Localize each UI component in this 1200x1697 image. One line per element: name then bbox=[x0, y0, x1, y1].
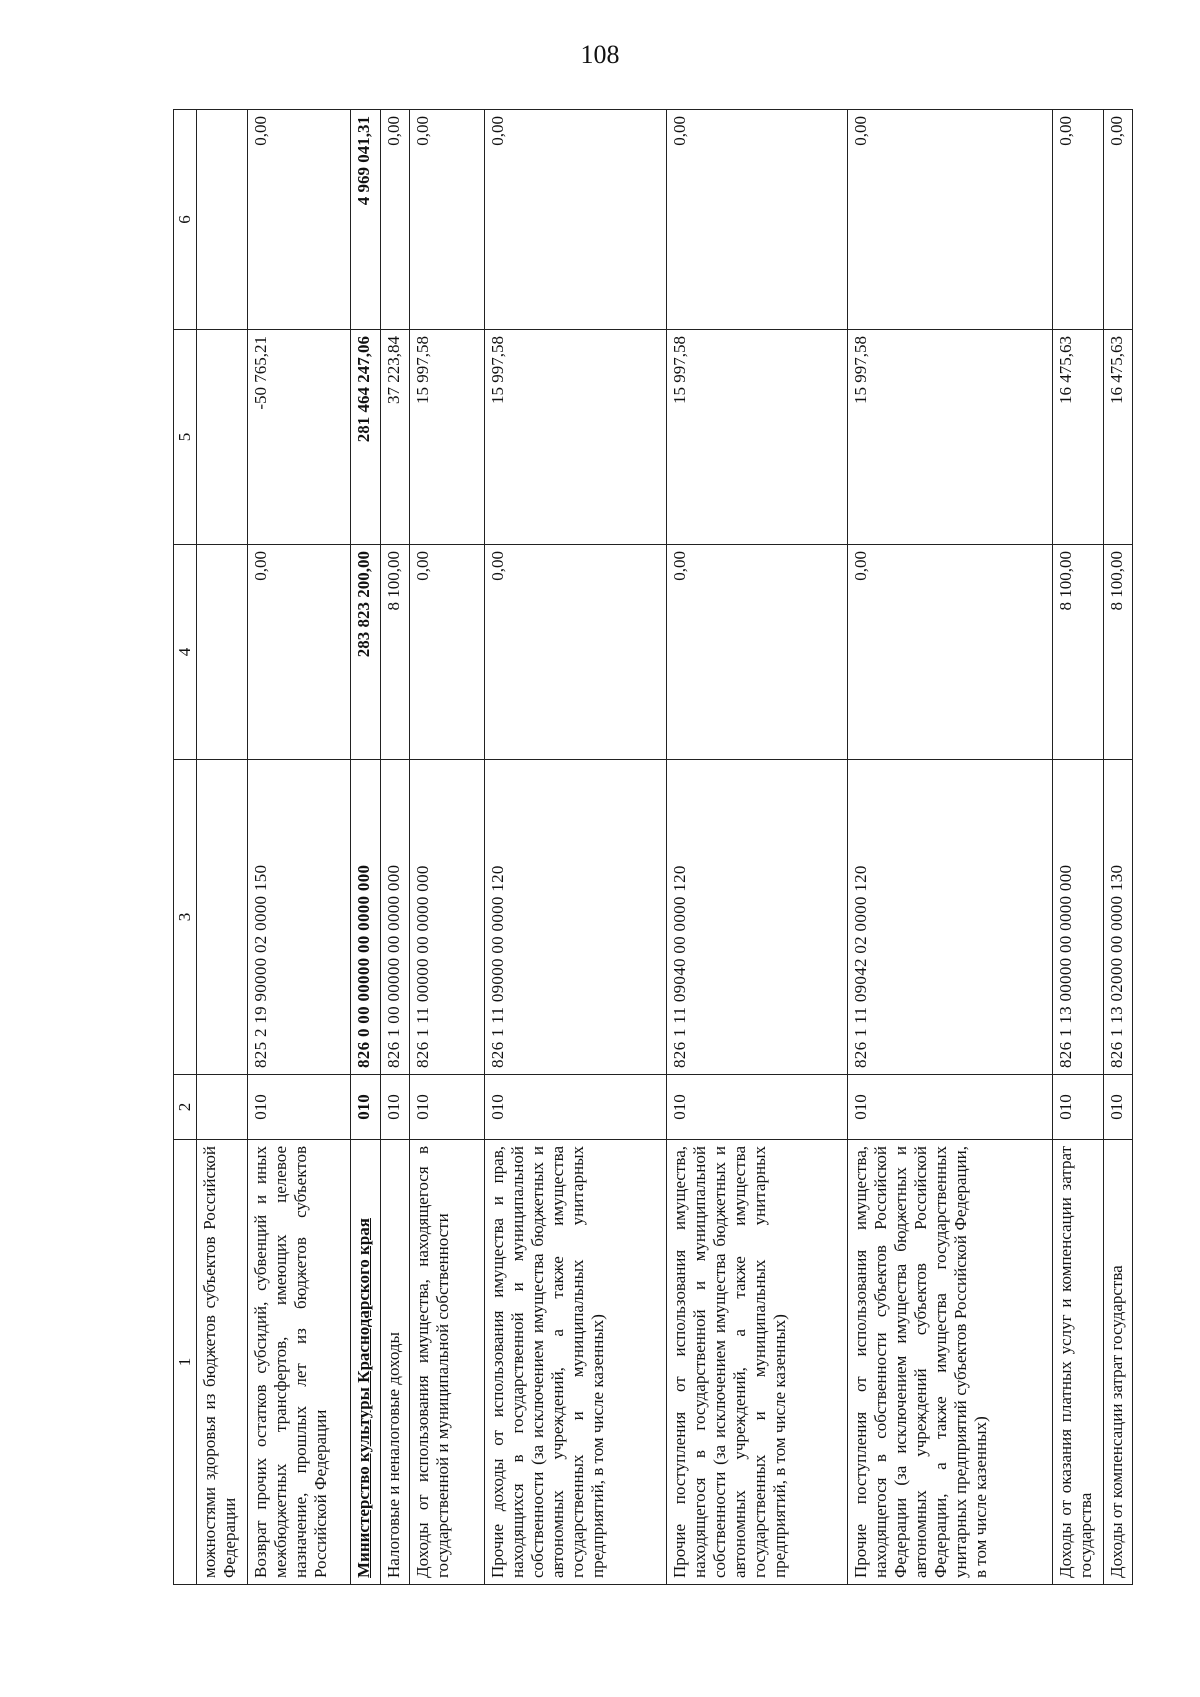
row-code: 010 bbox=[1103, 1075, 1132, 1140]
row-code: 010 bbox=[351, 1075, 380, 1140]
header-col-5: 5 bbox=[174, 330, 197, 545]
table-body bbox=[197, 110, 1133, 1585]
row-col5: 15 997,58 bbox=[666, 330, 847, 545]
table-row bbox=[380, 110, 409, 1585]
table-row bbox=[351, 110, 380, 1585]
header-col-6: 6 bbox=[174, 110, 197, 330]
row-col5: 15 997,58 bbox=[409, 330, 485, 545]
row-col6 bbox=[197, 110, 248, 330]
table-row bbox=[409, 110, 485, 1585]
header-col-2: 2 bbox=[174, 1075, 197, 1140]
row-kbk: 826 1 11 09040 00 0000 120 bbox=[666, 760, 847, 1075]
row-col4: 0,00 bbox=[847, 545, 1052, 760]
row-col4: 8 100,00 bbox=[1103, 545, 1132, 760]
header-col-1: 1 bbox=[174, 1140, 197, 1585]
row-kbk: 826 1 11 00000 00 0000 000 bbox=[409, 760, 485, 1075]
row-kbk: 825 2 19 90000 02 0000 150 bbox=[247, 760, 351, 1075]
row-kbk: 826 1 13 02000 00 0000 130 bbox=[1103, 760, 1132, 1075]
row-col6: 0,00 bbox=[666, 110, 847, 330]
row-code: 010 bbox=[485, 1075, 666, 1140]
table-row bbox=[1103, 110, 1132, 1585]
row-kbk: 826 1 11 09042 02 0000 120 bbox=[847, 760, 1052, 1075]
row-kbk: 826 1 00 00000 00 0000 000 bbox=[380, 760, 409, 1075]
row-name: Прочие поступления от использования имущества, находящегося в государственной и муниципальной собственности (за исключением имущества бюджетных и автономных учреждений, а также имущества государственных и муниципальных унитарных предприятий, в том числе казенных) bbox=[666, 1140, 847, 1585]
row-col5: 37 223,84 bbox=[380, 330, 409, 545]
row-code: 010 bbox=[847, 1075, 1052, 1140]
table-row bbox=[666, 110, 847, 1585]
row-col6: 0,00 bbox=[1103, 110, 1132, 330]
row-col5: 16 475,63 bbox=[1053, 330, 1104, 545]
row-name: можностями здоровья из бюджетов субъектов Российской Федерации bbox=[197, 1140, 248, 1585]
row-code: 010 bbox=[409, 1075, 485, 1140]
row-col6: 0,00 bbox=[409, 110, 485, 330]
row-col4: 0,00 bbox=[247, 545, 351, 760]
row-code bbox=[197, 1075, 248, 1140]
row-kbk: 826 0 00 00000 00 0000 000 bbox=[351, 760, 380, 1075]
row-col4: 8 100,00 bbox=[380, 545, 409, 760]
row-kbk: 826 1 11 09000 00 0000 120 bbox=[485, 760, 666, 1075]
row-col4: 0,00 bbox=[409, 545, 485, 760]
row-col4 bbox=[197, 545, 248, 760]
page-number: 108 bbox=[580, 40, 620, 69]
table-row bbox=[1053, 110, 1104, 1585]
row-name: Доходы от оказания платных услуг и компенсации затрат государства bbox=[1053, 1140, 1104, 1585]
row-name: Прочие поступления от использования имущества, находящегося в собственности субъектов Российской Федерации (за исключением имущества бюджетных и автономных учреждений субъектов Российской Федерации, а также имущества государственных унитарных предприятий субъектов Российской Федерации, в том числе казенных) bbox=[847, 1140, 1052, 1585]
row-col5: 16 475,63 bbox=[1103, 330, 1132, 545]
row-name: Налоговые и неналоговые доходы bbox=[380, 1140, 409, 1585]
rotated-table-container bbox=[173, 110, 1133, 1585]
row-col6: 0,00 bbox=[485, 110, 666, 330]
row-col5: -50 765,21 bbox=[247, 330, 351, 545]
row-col5 bbox=[197, 330, 248, 545]
row-col4: 283 823 200,00 bbox=[351, 545, 380, 760]
header-col-3: 3 bbox=[174, 760, 197, 1075]
header-row bbox=[174, 110, 197, 1585]
row-col5: 15 997,58 bbox=[847, 330, 1052, 545]
row-name: Министерство культуры Краснодарского края bbox=[351, 1140, 380, 1585]
row-code: 010 bbox=[1053, 1075, 1104, 1140]
table-row bbox=[197, 110, 248, 1585]
row-col4: 0,00 bbox=[485, 545, 666, 760]
row-col6: 4 969 041,31 bbox=[351, 110, 380, 330]
row-name: Доходы от использования имущества, находящегося в государственной и муниципальной собственности bbox=[409, 1140, 485, 1585]
row-col4: 8 100,00 bbox=[1053, 545, 1104, 760]
header-col-4: 4 bbox=[174, 545, 197, 760]
row-code: 010 bbox=[666, 1075, 847, 1140]
row-kbk: 826 1 13 00000 00 0000 000 bbox=[1053, 760, 1104, 1075]
row-col6: 0,00 bbox=[1053, 110, 1104, 330]
row-col5: 15 997,58 bbox=[485, 330, 666, 545]
row-name: Прочие доходы от использования имущества и прав, находящихся в государственной и муниципальной собственности (за исключением имущества бюджетных и автономных учреждений, а также имущества государственных и муниципальных унитарных предприятий, в том числе казенных) bbox=[485, 1140, 666, 1585]
table-row bbox=[847, 110, 1052, 1585]
row-col4: 0,00 bbox=[666, 545, 847, 760]
budget-table bbox=[173, 109, 1133, 1585]
table-row bbox=[247, 110, 351, 1585]
row-name: Возврат прочих остатков субсидий, субвенций и иных межбюджетных трансфертов, имеющих целевое назначение, прошлых лет из бюджетов субъектов Российской Федерации bbox=[247, 1140, 351, 1585]
row-col6: 0,00 bbox=[847, 110, 1052, 330]
row-col6: 0,00 bbox=[380, 110, 409, 330]
row-kbk bbox=[197, 760, 248, 1075]
row-col6: 0,00 bbox=[247, 110, 351, 330]
table-row bbox=[485, 110, 666, 1585]
row-code: 010 bbox=[247, 1075, 351, 1140]
row-name: Доходы от компенсации затрат государства bbox=[1103, 1140, 1132, 1585]
row-code: 010 bbox=[380, 1075, 409, 1140]
row-col5: 281 464 247,06 bbox=[351, 330, 380, 545]
